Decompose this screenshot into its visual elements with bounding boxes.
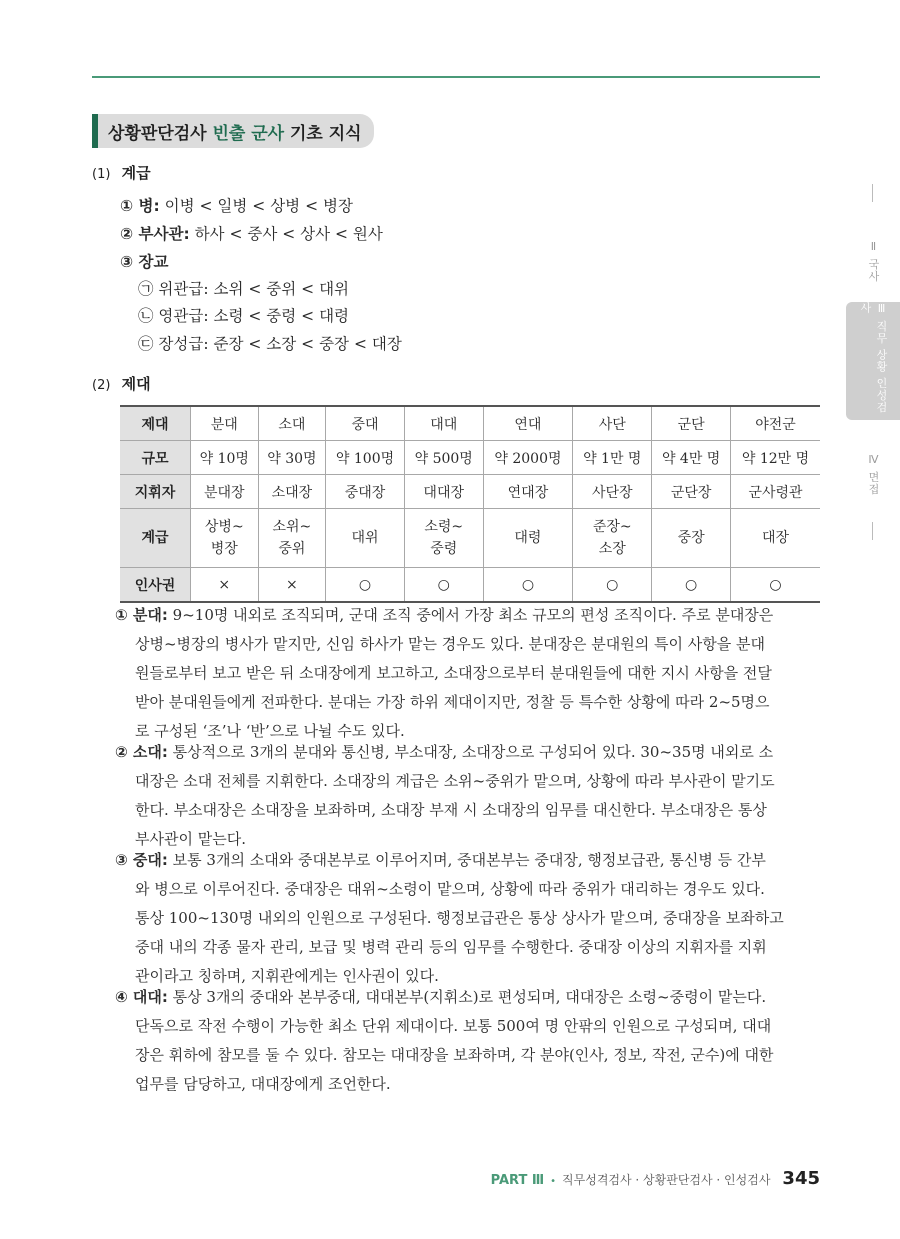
paragraph-line: 한다. 부소대장은 소대장을 보좌하며, 소대장 부재 시 소대장의 임무를 대신한다. 부소대장은 통상	[135, 801, 767, 819]
table-cell: 대대	[404, 406, 483, 441]
rank-line	[138, 332, 402, 354]
table-cell: 중장	[652, 509, 731, 568]
paragraph-line	[115, 983, 825, 1012]
table-cell: 약 100명	[326, 441, 405, 475]
table-cell: ○	[573, 568, 652, 603]
table-cell: 준장~ 소장	[573, 509, 652, 568]
table-cell: ○	[483, 568, 573, 603]
footer-bullet: •	[550, 1176, 557, 1187]
table-cell: 분대장	[191, 475, 259, 509]
section-title-lead: 상황판단검사	[108, 123, 213, 144]
paragraph-squad	[115, 601, 825, 746]
table-cell: 소령~ 중령	[404, 509, 483, 568]
rank-text: ㉠ 위관급: 소위 < 중위 < 대위	[138, 280, 350, 298]
table-row	[120, 509, 820, 568]
paragraph-label: ④ 대대:	[115, 988, 168, 1006]
footer-chapter: 직무성격검사 · 상황판단검사 · 인성검사	[562, 1173, 771, 1187]
table-cell: 약 30명	[258, 441, 326, 475]
paragraph-battalion	[115, 983, 825, 1099]
table-cell: 사단	[573, 406, 652, 441]
paragraph-label: ② 소대:	[115, 743, 168, 761]
rank-label: ③ 장교	[120, 253, 169, 271]
subsection-title: 제대	[121, 375, 151, 393]
table-cell: ×	[258, 568, 326, 603]
table-cell: 약 4만 명	[652, 441, 731, 475]
page-number: 345	[782, 1168, 820, 1189]
section-title-accent: 빈출 군사	[212, 123, 285, 144]
table-cell: 약 1만 명	[573, 441, 652, 475]
table-cell: 군사령관	[731, 475, 820, 509]
table-row-header: 계급	[120, 509, 191, 568]
subsection-title: 계급	[121, 164, 151, 182]
table-row-header: 제대	[120, 406, 191, 441]
paragraph-platoon	[115, 738, 825, 854]
table-cell: ○	[731, 568, 820, 603]
unit-table	[120, 405, 820, 603]
table-cell: 군단	[652, 406, 731, 441]
table-cell: 소대장	[258, 475, 326, 509]
table-cell: 야전군	[731, 406, 820, 441]
paragraph-line: 와 병으로 이루어진다. 중대장은 대위~소령이 맡으며, 상황에 따라 중위가 대리하는 경우도 있다.	[135, 880, 765, 898]
table-cell: 사단장	[573, 475, 652, 509]
paragraph-line: 받아 분대원들에게 전파한다. 분대는 가장 하위 제대이지만, 정찰 등 특수한 상황에 따라 2~5명으	[135, 693, 770, 711]
side-chapter-tabs	[846, 180, 900, 540]
rank-label: ② 부사관:	[120, 225, 190, 243]
subsection-number: (2)	[92, 378, 111, 393]
table-cell: ×	[191, 568, 259, 603]
table-cell: 약 2000명	[483, 441, 573, 475]
table-row-header: 인사권	[120, 568, 191, 603]
paragraph-text: 통상적으로 3개의 분대와 통신병, 부소대장, 소대장으로 구성되어 있다. 30~35명 내외로 소	[167, 743, 774, 761]
table-cell: ○	[652, 568, 731, 603]
table-cell: 대장	[731, 509, 820, 568]
paragraph-line: 업무를 담당하고, 대대장에게 조언한다.	[135, 1075, 391, 1093]
table-cell: ○	[404, 568, 483, 603]
tab-label: Ⅱ 국사	[867, 239, 880, 283]
rank-text: 이병 < 일병 < 상병 < 병장	[159, 197, 353, 215]
section-title-tail: 기초 지식	[284, 123, 362, 144]
paragraph-label: ① 분대:	[115, 606, 168, 624]
rank-label: ① 병:	[120, 197, 160, 215]
rank-line	[120, 194, 353, 216]
paragraph-line	[115, 738, 825, 767]
paragraph-line: 부사관이 맡는다.	[135, 830, 246, 848]
table-cell: 군단장	[652, 475, 731, 509]
rank-text: ㉢ 장성급: 준장 < 소장 < 중장 < 대장	[138, 335, 402, 353]
tab-korean-history[interactable]	[846, 216, 900, 306]
table-cell: 약 500명	[404, 441, 483, 475]
subsection-heading-units	[92, 373, 151, 394]
subsection-heading-ranks	[92, 162, 151, 183]
tab-label: Ⅲ 직무 상황 인성검사	[859, 302, 888, 414]
subsection-number: (1)	[92, 167, 111, 182]
table-cell: 소위~ 중위	[258, 509, 326, 568]
section-title	[92, 114, 374, 148]
table-cell: 약 10명	[191, 441, 259, 475]
paragraph-company	[115, 846, 825, 991]
table-cell: 분대	[191, 406, 259, 441]
table-row	[120, 406, 820, 441]
paragraph-line: 단독으로 작전 수행이 가능한 최소 단위 제대이다. 보통 500여 명 안팎의 인원으로 구성되며, 대대	[135, 1017, 772, 1035]
table-cell: ○	[326, 568, 405, 603]
page-footer	[491, 1168, 820, 1189]
table-row	[120, 475, 820, 509]
table-row-header: 규모	[120, 441, 191, 475]
rank-line	[120, 222, 383, 244]
rank-line	[138, 277, 349, 299]
table-cell: 대령	[483, 509, 573, 568]
tab-label: Ⅳ 면접	[867, 452, 880, 496]
tab-divider	[872, 522, 873, 540]
paragraph-line: 통상 100~130명 내외의 인원으로 구성된다. 행정보급관은 통상 상사가 맡으며, 중대장을 보좌하고	[135, 909, 784, 927]
tab-divider	[872, 184, 873, 202]
paragraph-line: 원들로부터 보고 받은 뒤 소대장에게 보고하고, 소대장으로부터 분대원들에 대한 지시 사항을 전달	[135, 664, 772, 682]
table-cell: 소대	[258, 406, 326, 441]
table-row	[120, 568, 820, 603]
section-title-box	[98, 114, 374, 148]
table-cell: 약 12만 명	[731, 441, 820, 475]
tab-interview[interactable]	[846, 432, 900, 516]
paragraph-line: 관이라고 칭하며, 지휘관에게는 인사권이 있다.	[135, 967, 439, 985]
paragraph-label: ③ 중대:	[115, 851, 168, 869]
rank-line	[138, 304, 349, 326]
paragraph-line: 중대 내의 각종 물자 관리, 보급 및 병력 관리 등의 임무를 수행한다. 중대장 이상의 지휘자를 지휘	[135, 938, 767, 956]
paragraph-line	[115, 601, 825, 630]
paragraph-text: 통상 3개의 중대와 본부중대, 대대본부(지휘소)로 편성되며, 대대장은 소령~중령이 맡는다.	[167, 988, 767, 1006]
table-cell: 중대	[326, 406, 405, 441]
table-cell: 상병~ 병장	[191, 509, 259, 568]
paragraph-line	[115, 846, 825, 875]
paragraph-line: 로 구성된 ‘조’나 ‘반’으로 나뉠 수도 있다.	[135, 722, 405, 740]
table-cell: 대위	[326, 509, 405, 568]
table-cell: 중대장	[326, 475, 405, 509]
paragraph-text: 9~10명 내외로 조직되며, 군대 조직 중에서 가장 최소 규모의 편성 조직이다. 주로 분대장은	[167, 606, 774, 624]
table-cell: 연대	[483, 406, 573, 441]
rank-text: ㉡ 영관급: 소령 < 중령 < 대령	[138, 307, 350, 325]
table-cell: 대대장	[404, 475, 483, 509]
paragraph-line: 대장은 소대 전체를 지휘한다. 소대장의 계급은 소위~중위가 맡으며, 상황에 따라 부사관이 맡기도	[135, 772, 775, 790]
table-row-header: 지휘자	[120, 475, 191, 509]
tab-aptitude-test[interactable]	[846, 302, 900, 420]
table-row	[120, 441, 820, 475]
paragraph-line: 장은 휘하에 참모를 둘 수 있다. 참모는 대대장을 보좌하며, 각 분야(인사, 정보, 작전, 군수)에 대한	[135, 1046, 774, 1064]
paragraph-line: 상병~병장의 병사가 맡지만, 신임 하사가 맡는 경우도 있다. 분대장은 분대원의 특이 사항을 분대	[135, 635, 765, 653]
rank-line	[120, 250, 168, 272]
footer-part: PART Ⅲ	[490, 1173, 545, 1188]
table-cell: 연대장	[483, 475, 573, 509]
rank-text: 하사 < 중사 < 상사 < 원사	[189, 225, 383, 243]
top-rule	[92, 76, 820, 78]
paragraph-text: 보통 3개의 소대와 중대본부로 이루어지며, 중대본부는 중대장, 행정보급관, 통신병 등 간부	[167, 851, 766, 869]
